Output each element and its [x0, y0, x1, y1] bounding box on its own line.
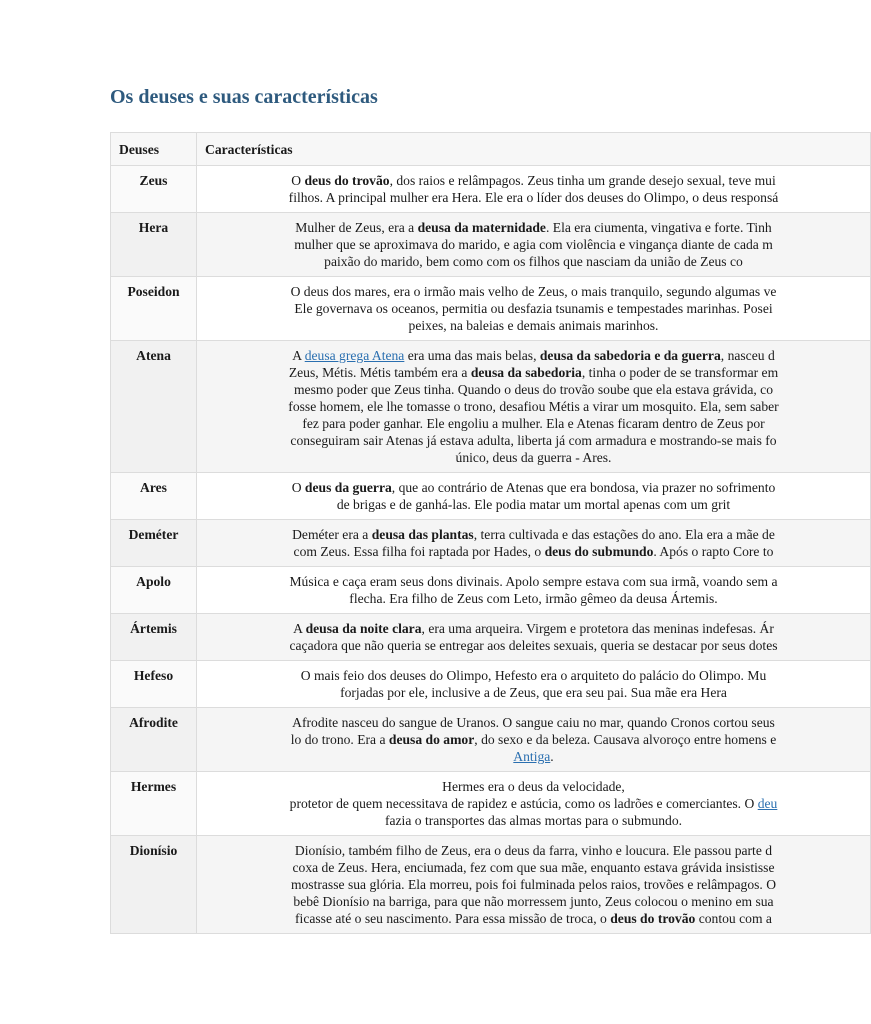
description-text: coxa de Zeus. Hera, enciumada, fez com que sua mãe, enquanto estava grávida insistisse [292, 860, 775, 875]
description-text: paixão do marido, bem como com os filhos que nasciam da união de Zeus co [324, 254, 743, 269]
god-description-cell [197, 213, 871, 277]
gods-table-container [110, 132, 779, 934]
table-row [111, 836, 871, 934]
table-row [111, 473, 871, 520]
page-title: Os deuses e suas características [110, 86, 378, 108]
description-text: forjadas por ele, inclusive a de Zeus, que era seu pai. Sua mãe era Hera [340, 685, 727, 700]
description-link[interactable]: deu [757, 796, 778, 811]
description-text: , que ao contrário de Atenas que era bondosa, via prazer no sofrimento [391, 480, 776, 495]
table-row [111, 166, 871, 213]
description-text: protetor de quem necessitava de rapidez e astúcia, como os ladrões e comerciantes. O [289, 796, 758, 811]
bold-phrase: deus do submundo [544, 544, 654, 559]
description-text: A [293, 621, 306, 636]
description-text: Mulher de Zeus, era a [295, 220, 418, 235]
table-row [111, 277, 871, 341]
god-name-cell: Ares [111, 473, 197, 520]
description-text: fez para poder ganhar. Ele engoliu a mulher. Ela e Atenas ficaram dentro de Zeus por [302, 416, 765, 431]
bold-phrase: deusa da sabedoria e da guerra [539, 348, 721, 363]
god-description-cell [197, 567, 871, 614]
table-row [111, 614, 871, 661]
description-text: Música e caça eram seus dons divinais. Apolo sempre estava com sua irmã, voando sem a [289, 574, 778, 589]
bold-phrase: deus do trovão [304, 173, 390, 188]
god-description-cell [197, 661, 871, 708]
description-text: mulher que se aproximava do marido, e agia com violência e vingança diante de cada m [294, 237, 773, 252]
gods-table [110, 132, 871, 934]
table-row [111, 661, 871, 708]
table-header-row [111, 133, 871, 166]
description-text: . Ela era ciumenta, vingativa e forte. Tinh [545, 220, 772, 235]
description-text: Afrodite nasceu do sangue de Uranos. O sangue caiu no mar, quando Cronos cortou seus [292, 715, 775, 730]
god-description-cell [197, 836, 871, 934]
description-text: conseguiram sair Atenas já estava adulta, liberta já com armadura e mostrando-se mais fo [290, 433, 777, 448]
god-name-cell: Poseidon [111, 277, 197, 341]
god-description-cell [197, 341, 871, 473]
description-text: O [291, 173, 305, 188]
description-link[interactable]: Antiga [513, 749, 551, 764]
description-text: fosse homem, ele lhe tomasse o trono, desafiou Métis a virar um mosquito. Ela, sem saber [288, 399, 779, 414]
description-text: mesmo poder que Zeus tinha. Quando o deus do trovão soube que ela estava grávida, co [293, 382, 774, 397]
table-row [111, 520, 871, 567]
description-text: , era uma arqueira. Virgem e protetora das meninas indefesas. Ár [421, 621, 774, 636]
god-name-cell: Apolo [111, 567, 197, 614]
god-name-cell: Zeus [111, 166, 197, 213]
bold-phrase: deusa do amor [388, 732, 475, 747]
description-text: . [550, 749, 554, 764]
description-text: Hermes era o deus da velocidade, [442, 779, 625, 794]
bold-phrase: deusa das plantas [371, 527, 474, 542]
description-text: ficasse até o seu nascimento. Para essa missão de troca, o [295, 911, 611, 926]
god-description-cell [197, 708, 871, 772]
description-text: único, deus da guerra - Ares. [455, 450, 612, 465]
description-text: , terra cultivada e das estações do ano. Ela era a mãe de [473, 527, 775, 542]
god-description-cell [197, 166, 871, 213]
description-text: O [291, 480, 305, 495]
god-description-cell [197, 772, 871, 836]
description-text: mostrasse sua glória. Ela morreu, pois foi fulminada pelos raios, trovões e relâmpagos. O [290, 877, 777, 892]
table-row [111, 567, 871, 614]
description-text: , nasceu d [720, 348, 775, 363]
bold-phrase: deus do trovão [610, 911, 696, 926]
bold-phrase: deus da guerra [304, 480, 392, 495]
god-name-cell: Atena [111, 341, 197, 473]
god-description-cell [197, 614, 871, 661]
god-description-cell [197, 520, 871, 567]
god-name-cell: Hermes [111, 772, 197, 836]
description-text: flecha. Era filho de Zeus com Leto, irmão gêmeo da deusa Ártemis. [349, 591, 718, 606]
description-text: lo do trono. Era a [290, 732, 389, 747]
god-name-cell: Deméter [111, 520, 197, 567]
god-name-cell: Afrodite [111, 708, 197, 772]
description-link[interactable]: deusa grega Atena [304, 348, 405, 363]
god-name-cell: Hera [111, 213, 197, 277]
description-text: , dos raios e relâmpagos. Zeus tinha um grande desejo sexual, teve mui [389, 173, 776, 188]
table-body [111, 166, 871, 934]
table-row [111, 341, 871, 473]
bold-phrase: deusa da noite clara [305, 621, 422, 636]
description-text: . Após o rapto Core to [653, 544, 774, 559]
description-text: com Zeus. Essa filha foi raptada por Hades, o [293, 544, 545, 559]
description-text: peixes, na baleias e demais animais marinhos. [408, 318, 659, 333]
description-text: fazia o transportes das almas mortas para o submundo. [384, 813, 683, 828]
bold-phrase: deusa da maternidade [417, 220, 546, 235]
description-text: Zeus, Métis. Métis também era a [288, 365, 471, 380]
description-text: Ele governava os oceanos, permitia ou desfazia tsunamis e tempestades marinhas. Posei [294, 301, 773, 316]
god-name-cell: Hefeso [111, 661, 197, 708]
description-text: de brigas e de ganhá-las. Ele podia matar um mortal apenas com um grit [336, 497, 731, 512]
description-text: Dionísio, também filho de Zeus, era o deus da farra, vinho e loucura. Ele passou parte d [294, 843, 773, 858]
god-description-cell [197, 277, 871, 341]
description-text: bebê Dionísio na barriga, para que não morressem junto, Zeus colocou o menino em sua [293, 894, 774, 909]
table-row [111, 708, 871, 772]
column-header-caracteristicas: Características [197, 133, 871, 166]
description-text: , do sexo e da beleza. Causava alvoroço entre homens e [474, 732, 777, 747]
table-row [111, 213, 871, 277]
description-text: filhos. A principal mulher era Hera. Ele era o líder dos deuses do Olimpo, o deus responsá [288, 190, 779, 205]
bold-phrase: deusa da sabedoria [470, 365, 582, 380]
description-text: era uma das mais belas, [404, 348, 540, 363]
table-row [111, 772, 871, 836]
description-text: contou com a [695, 911, 772, 926]
god-name-cell: Dionísio [111, 836, 197, 934]
description-text: , tinha o poder de se transformar em [581, 365, 779, 380]
god-name-cell: Ártemis [111, 614, 197, 661]
description-text: O mais feio dos deuses do Olimpo, Hefesto era o arquiteto do palácio do Olimpo. Mu [300, 668, 767, 683]
description-text: Deméter era a [292, 527, 372, 542]
description-text: caçadora que não queria se entregar aos deleites sexuais, queria se destacar por seus dotes [289, 638, 778, 653]
god-description-cell [197, 473, 871, 520]
description-text: O deus dos mares, era o irmão mais velho de Zeus, o mais tranquilo, segundo algumas ve [290, 284, 777, 299]
description-text: A [292, 348, 305, 363]
column-header-deuses: Deuses [111, 133, 197, 166]
